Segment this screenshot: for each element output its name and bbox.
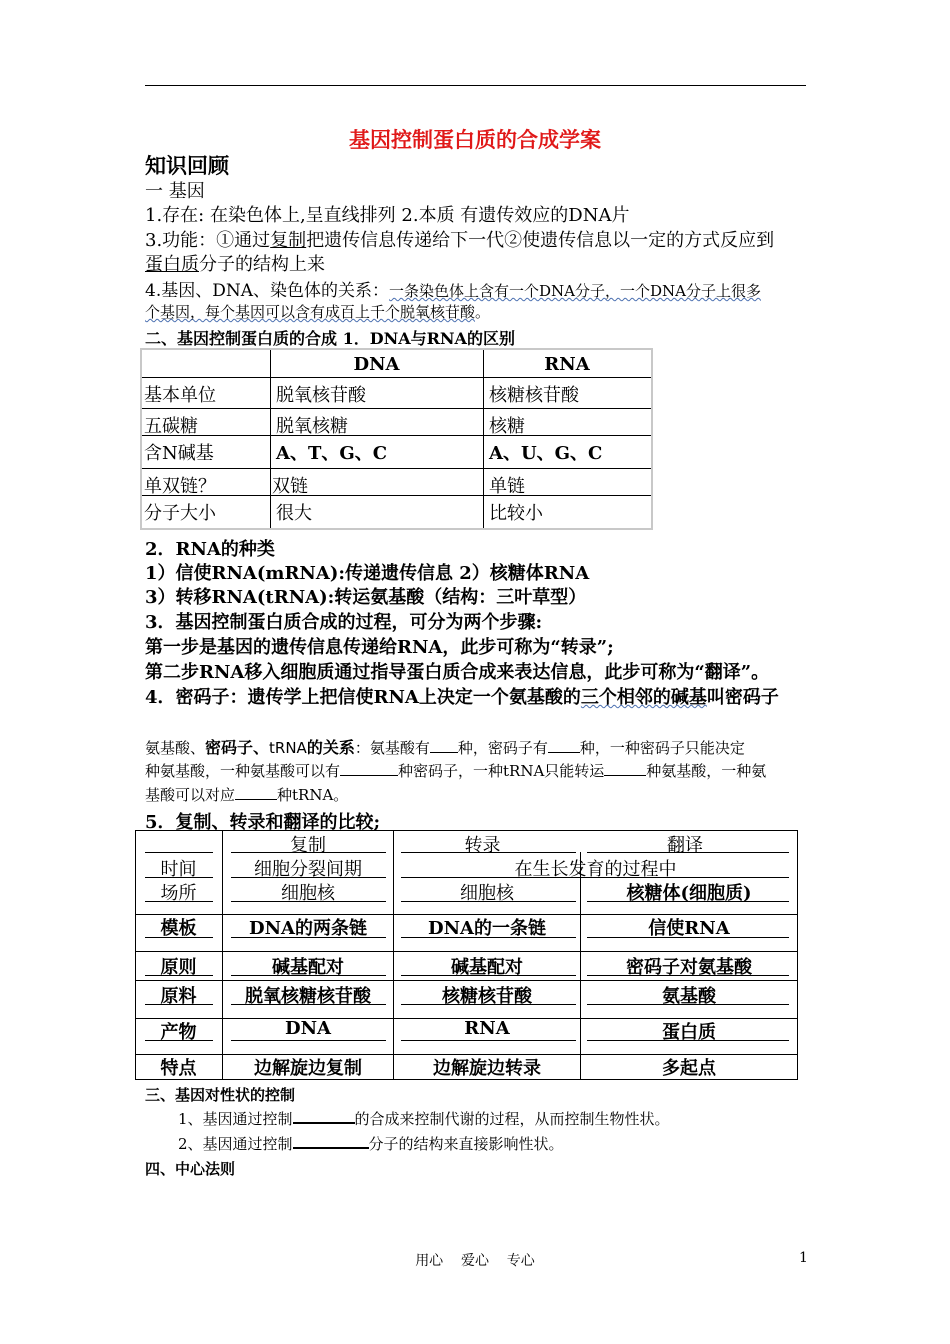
table-cell: 基本单位 bbox=[144, 385, 216, 406]
table-cell: 氨基酸 bbox=[662, 986, 716, 1007]
section-4-heading: 四、中心法则 bbox=[145, 1160, 236, 1178]
table-cell: DNA的两条链 bbox=[248, 918, 368, 939]
row-label-place: 场所 bbox=[160, 883, 197, 904]
table-cell: 比较小 bbox=[489, 503, 543, 524]
row-label-material: 原料 bbox=[160, 986, 197, 1007]
codon-relation-line-1: 氨基酸、密码子、tRNA的关系：氨基酸有 种，密码子有 种，一种密码子只能决定 bbox=[145, 738, 745, 757]
table-cell: 细胞核 bbox=[281, 883, 335, 904]
table-header-rna: RNA bbox=[544, 354, 590, 375]
section-3-heading: 三、基因对性状的控制 bbox=[145, 1086, 296, 1104]
codon-relation-line-3: 基酸可以对应 种tRNA。 bbox=[145, 786, 349, 804]
table-cell: 蛋白质 bbox=[662, 1022, 716, 1043]
table-cell: 脱氧核苷酸 bbox=[276, 385, 366, 406]
translation-line: 第二步RNA移入细胞质通过指导蛋白质合成来表达信息，此步可称为“翻译”。 bbox=[145, 662, 770, 683]
table-cell: 双链 bbox=[272, 476, 308, 497]
comparison-table bbox=[135, 830, 798, 1080]
section-5-heading: 5．复制、转录和翻译的比较; bbox=[145, 812, 381, 833]
row-label-template: 模板 bbox=[160, 918, 197, 939]
table-cell: 核糖体(细胞质) bbox=[626, 883, 752, 904]
rna-type-line-1: 1）信使RNA(mRNA):传递遗传信息 2）核糖体RNA bbox=[145, 563, 590, 584]
codon-definition-line: 4．密码子：遗传学上把信使RNA上决定一个氨基酸的三个相邻的碱基叫密码子 bbox=[145, 687, 779, 708]
row-label-product: 产物 bbox=[160, 1022, 197, 1043]
table-cell: 很大 bbox=[276, 503, 312, 524]
table-cell: 分子大小 bbox=[144, 503, 216, 524]
blank bbox=[293, 1108, 355, 1124]
table-cell: 密码子对氨基酸 bbox=[626, 957, 752, 978]
table-cell: 脱氧核糖 bbox=[276, 416, 348, 437]
table-cell: 细胞核 bbox=[460, 883, 514, 904]
table-cell: DNA bbox=[284, 1018, 332, 1039]
review-heading: 知识回顾 bbox=[145, 153, 229, 178]
table-cell: 单双链？ bbox=[144, 476, 216, 497]
table-header-dna: DNA bbox=[353, 354, 400, 375]
blank bbox=[604, 761, 646, 776]
trait-control-line-2: 2、基因通过控制 分子的结构来直接影响性状。 bbox=[178, 1135, 564, 1153]
table-cell: 核糖 bbox=[489, 416, 525, 437]
row-label-feature: 特点 bbox=[160, 1058, 197, 1079]
table-cell: 多起点 bbox=[662, 1058, 716, 1079]
transcription-line: 第一步是基因的遗传信息传递给RNA，此步可称为“转录”; bbox=[145, 637, 614, 658]
page-title: 基因控制蛋白质的合成学案 bbox=[349, 127, 601, 152]
table-cell: 五碳糖 bbox=[144, 416, 198, 437]
table-header-translation: 翻译 bbox=[667, 835, 703, 856]
codon-relation-line-2: 种氨基酸，一种氨基酸可以有 种密码子，一种tRNA只能转运 种氨基酸，一种氨 bbox=[145, 762, 767, 780]
blank bbox=[235, 785, 277, 800]
table-cell: A、T、G、C bbox=[276, 443, 388, 464]
process-heading: 3．基因控制蛋白质合成的过程，可分为两个步骤: bbox=[145, 612, 543, 633]
table-cell: RNA bbox=[464, 1018, 510, 1039]
dna-rna-table bbox=[140, 348, 653, 530]
blank bbox=[340, 761, 398, 776]
blank bbox=[293, 1133, 369, 1149]
page-footer: 用心 爱心 专心 bbox=[415, 1253, 535, 1269]
table-header-replication: 复制 bbox=[290, 835, 326, 856]
table-cell: 核糖核苷酸 bbox=[442, 986, 532, 1007]
blank bbox=[430, 738, 458, 753]
rna-types-heading: 2．RNA的种类 bbox=[145, 539, 275, 560]
gene-function-line: 3.功能：①通过复制把遗传信息传递给下一代②使遗传信息以一定的方式反应到 bbox=[145, 230, 775, 251]
trait-control-line-1: 1、基因通过控制 的合成来控制代谢的过程，从而控制生物性状。 bbox=[178, 1110, 670, 1128]
row-label-principle: 原则 bbox=[160, 957, 197, 978]
row-label-time: 时间 bbox=[160, 859, 197, 880]
gene-relation-line-2: 个基因，每个基因可以含有成百上千个脱氧核苷酸。 bbox=[145, 303, 491, 321]
table-cell: 在生长发育的过程中 bbox=[514, 859, 677, 880]
table-cell: 碱基配对 bbox=[272, 957, 344, 978]
table-cell: 边解旋边复制 bbox=[254, 1058, 362, 1079]
table-cell: 信使RNA bbox=[648, 918, 730, 939]
table-cell: 单链 bbox=[489, 476, 525, 497]
page-number: 1 bbox=[799, 1250, 808, 1266]
header-rule bbox=[145, 85, 806, 86]
table-cell: 细胞分裂间期 bbox=[254, 859, 362, 880]
table-cell: 边解旋边转录 bbox=[433, 1058, 541, 1079]
section-1-heading: 一 基因 bbox=[145, 181, 205, 202]
blank bbox=[548, 738, 580, 753]
table-cell: 碱基配对 bbox=[451, 957, 523, 978]
table-cell: 脱氧核糖核苷酸 bbox=[245, 986, 371, 1007]
table-cell: DNA的一条链 bbox=[427, 918, 547, 939]
gene-function-line-2: 蛋白质分子的结构上来 bbox=[145, 254, 325, 275]
table-cell: 含N碱基 bbox=[144, 443, 214, 464]
gene-relation-line: 4.基因、DNA、染色体的关系：一条染色体上含有一个DNA分子，一个DNA分子上很多 bbox=[145, 281, 761, 301]
rna-type-line-2: 3）转移RNA(tRNA):转运氨基酸（结构：三叶草型） bbox=[145, 587, 587, 608]
section-2-heading: 二、基因控制蛋白质的合成 1．DNA与RNA的区别 bbox=[145, 329, 515, 348]
table-cell: A、U、G、C bbox=[489, 443, 603, 464]
table-cell: 核糖核苷酸 bbox=[489, 385, 579, 406]
table-header-transcription: 转录 bbox=[464, 835, 501, 856]
gene-existence-line: 1.存在: 在染色体上,呈直线排列 2.本质 有遗传效应的DNA片 bbox=[145, 205, 630, 226]
